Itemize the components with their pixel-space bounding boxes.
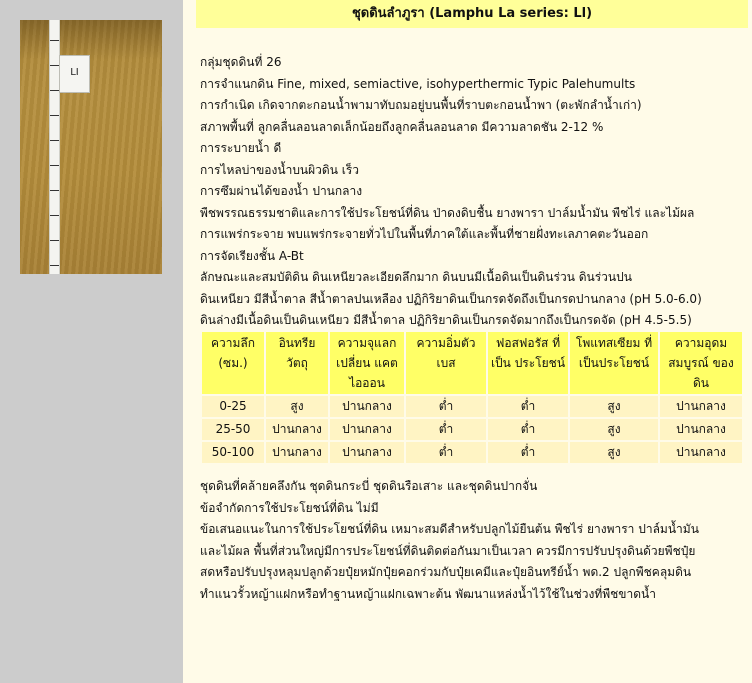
table-row	[202, 442, 742, 463]
cell-base-saturation: ต่ำ	[406, 396, 486, 417]
cell-potassium: สูง	[570, 419, 658, 440]
terrain-line: สภาพพื้นที่ ลูกคลื่นลอนลาดเล็กน้อยถึงลูกคลื่นลอนลาด มีความลาดชัน 2-12 %	[200, 119, 604, 134]
cell-phosphorus: ต่ำ	[488, 396, 568, 417]
cell-depth: 25-50	[202, 419, 264, 440]
cell-cec: ปานกลาง	[330, 396, 404, 417]
cell-potassium: สูง	[570, 396, 658, 417]
recommendation-line-4: ทำแนวรั้วหญ้าแฝกหรือทำฐานหญ้าแฝกเฉพาะต้น พัฒนาแหล่งน้ำไว้ใช้ในช่วงที่พืชขาดน้ำ	[200, 586, 656, 601]
vegetation-line: พืชพรรณธรรมชาติและการใช้ประโยชน์ที่ดิน ป่าดงดิบชื้น ยางพารา ปาล์มน้ำมัน พืชไร่ และไม้ผล	[200, 205, 695, 220]
limitations-line: ข้อจำกัดการใช้ประโยชน์ที่ดิน ไม่มี	[200, 500, 379, 515]
distribution-line: การแพร่กระจาย พบแพร่กระจายทั่วไปในพื้นที่ภาคใต้และพื้นที่ชายฝั่งทะเลภาคตะวันออก	[200, 227, 649, 241]
header-fertility: ความอุดม สมบูรณ์ ของดิน	[660, 332, 742, 394]
header-base-saturation: ความอิ่มตัว เบส	[406, 332, 486, 394]
header-phosphorus: ฟอสฟอรัส ที่เป็น ประโยชน์	[488, 332, 568, 394]
cell-phosphorus: ต่ำ	[488, 419, 568, 440]
cell-base-saturation: ต่ำ	[406, 419, 486, 440]
cell-cec: ปานกลาง	[330, 419, 404, 440]
soil-recommendations	[200, 476, 748, 605]
header-depth: ความลึก (ซม.)	[202, 332, 264, 394]
soil-group-line: กลุ่มชุดดินที่ 26	[200, 55, 282, 69]
properties-line-1: ลักษณะและสมบัติดิน ดินเหนียวละเอียดลึกมาก ดินบนมีเนื้อดินเป็นดินร่วน ดินร่วนปน	[200, 270, 632, 284]
soil-description	[200, 52, 748, 332]
cell-organic-matter: ปานกลาง	[266, 419, 328, 440]
cell-organic-matter: สูง	[266, 396, 328, 417]
recommendation-line-1: ข้อเสนอแนะในการใช้ประโยชน์ที่ดิน เหมาะสมดีสำหรับปลูกไม้ยืนต้น พืชไร่ ยางพารา ปาล์มน้ำมัน	[200, 522, 699, 536]
similar-series-line: ชุดดินที่คล้ายคลึงกัน ชุดดินกระบี่ ชุดดินรือเสาะ และชุดดินปากจั่น	[200, 479, 538, 493]
table-header-row	[202, 332, 742, 394]
cell-base-saturation: ต่ำ	[406, 442, 486, 463]
page-title: ชุดดินลำภูรา (Lamphu La series: Ll)	[196, 0, 748, 28]
cell-potassium: สูง	[570, 442, 658, 463]
soil-profile-photo	[20, 20, 162, 274]
cell-fertility: ปานกลาง	[660, 396, 742, 417]
recommendation-line-2: และไม้ผล พื้นที่ส่วนใหญ่มีการประโยชน์ที่ดินติดต่อกันมาเป็นเวลา ควรมีการปรับปรุงดินด้วยพืชปุ๋ย	[200, 543, 696, 558]
runoff-line: การไหลบ่าของน้ำบนผิวดิน เร็ว	[200, 162, 359, 177]
permeability-line: การซึมผ่านได้ของน้ำ ปานกลาง	[200, 184, 363, 198]
cell-organic-matter: ปานกลาง	[266, 442, 328, 463]
horizon-line: การจัดเรียงชั้น A-Bt	[200, 248, 304, 263]
cell-phosphorus: ต่ำ	[488, 442, 568, 463]
properties-line-2: ดินเหนียว มีสีน้ำตาล สีน้ำตาลปนเหลือง ปฏิกิริยาดินเป็นกรดจัดถึงเป็นกรดปานกลาง (pH 5.0-6.0)	[200, 291, 702, 306]
table-row	[202, 419, 742, 440]
header-cec: ความจุแลก เปลี่ยน แคตไอออน	[330, 332, 404, 394]
header-organic-matter: อินทรีย วัตถุ	[266, 332, 328, 394]
cell-depth: 0-25	[202, 396, 264, 417]
classification-line: การจำแนกดิน Fine, mixed, semiactive, isohyperthermic Typic Palehumults	[200, 76, 636, 91]
cell-fertility: ปานกลาง	[660, 442, 742, 463]
drainage-line: การระบายน้ำ ดี	[200, 141, 282, 155]
soil-properties-table	[200, 330, 744, 465]
cell-cec: ปานกลาง	[330, 442, 404, 463]
table-row	[202, 396, 742, 417]
sidebar	[0, 0, 183, 683]
soil-label-card: LI	[59, 55, 90, 93]
cell-fertility: ปานกลาง	[660, 419, 742, 440]
properties-line-3: ดินล่างมีเนื้อดินเป็นดินเหนียว มีสีน้ำตาล ปฏิกิริยาดินเป็นกรดจัดมากถึงเป็นกรดจัด (pH 4.5-5.5)	[200, 313, 692, 327]
cell-depth: 50-100	[202, 442, 264, 463]
origin-line: การกำเนิด เกิดจากตะกอนน้ำพามาทับถมอยู่บนพื้นที่ราบตะกอนน้ำพา (ตะพักลำน้ำเก่า)	[200, 98, 642, 112]
header-potassium: โพแทสเซียม ที่เป็นประโยชน์	[570, 332, 658, 394]
recommendation-line-3: สดหรือปรับปรุงหลุมปลูกด้วยปุ๋ยหมักปุ๋ยคอกร่วมกับปุ๋ยเคมีและปุ๋ยอินทรีย์น้ำ พด.2 ปลูกพืชคลุมดิน	[200, 565, 692, 579]
